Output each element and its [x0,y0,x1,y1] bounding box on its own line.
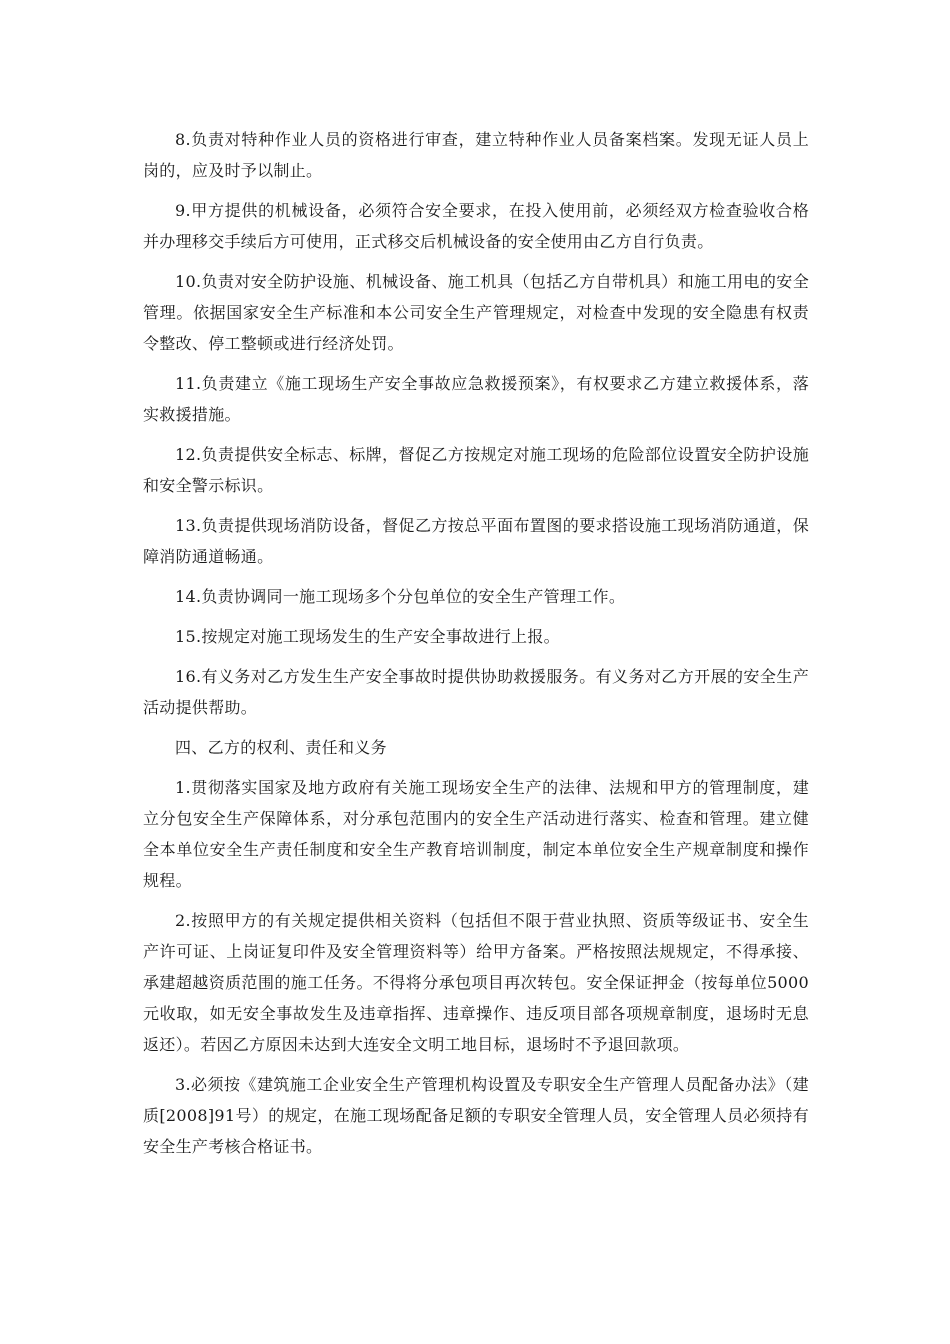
paragraph-11: 11.负责建立《施工现场生产安全事故应急救援预案》，有权要求乙方建立救援体系，落实救援措施。 [143,374,809,424]
paragraph-14: 14.负责协调同一施工现场多个分包单位的安全生产管理工作。 [175,587,626,606]
paragraph-10: 10.负责对安全防护设施、机械设备、施工机具（包括乙方自带机具）和施工用电的安全管理。依据国家安全生产标准和本公司安全生产管理规定，对检查中发现的安全隐患有权责令整改、停工整顿或进行经济处罚。 [143,272,809,353]
paragraph-b2: 2.按照甲方的有关规定提供相关资料（包括但不限于营业执照、资质等级证书、安全生产许可证、上岗证复印件及安全管理资料等）给甲方备案。严格按照法规规定，不得承接、承建超越资质范围的施工任务。不得将分承包项目再次转包。安全保证押金（按每单位5000元收取，如无安全事故发生及违章指挥、违章操作、违反项目部各项规章制度，退场时无息返还）。若因乙方原因未达到大连安全文明工地目标，退场时不予退回款项。 [143,911,809,1054]
section-heading: 四、乙方的权利、责任和义务 [175,738,387,757]
paragraph-12: 12.负责提供安全标志、标牌，督促乙方按规定对施工现场的危险部位设置安全防护设施和安全警示标识。 [143,445,809,495]
paragraph-16: 16.有义务对乙方发生生产安全事故时提供协助救援服务。有义务对乙方开展的安全生产活动提供帮助。 [143,667,809,717]
paragraph-9: 9.甲方提供的机械设备，必须符合安全要求，在投入使用前，必须经双方检查验收合格并办理移交手续后方可使用，正式移交后机械设备的安全使用由乙方自行负责。 [143,201,809,251]
paragraph-b3: 3.必须按《建筑施工企业安全生产管理机构设置及专职安全生产管理人员配备办法》（建质[2008]91号）的规定，在施工现场配备足额的专职安全管理人员，安全管理人员必须持有安全生产考核合格证书。 [143,1075,809,1156]
paragraph-8: 8.负责对特种作业人员的资格进行审查，建立特种作业人员备案档案。发现无证人员上岗的，应及时予以制止。 [143,130,809,180]
document-page [143,124,809,1171]
paragraph-13: 13.负责提供现场消防设备，督促乙方按总平面布置图的要求搭设施工现场消防通道，保障消防通道畅通。 [143,516,809,566]
paragraph-b1: 1.贯彻落实国家及地方政府有关施工现场安全生产的法律、法规和甲方的管理制度，建立分包安全生产保障体系，对分承包范围内的安全生产活动进行落实、检查和管理。建立健全本单位安全生产责任制度和安全生产教育培训制度，制定本单位安全生产规章制度和操作规程。 [143,778,809,890]
paragraph-15: 15.按规定对施工现场发生的生产安全事故进行上报。 [175,627,560,646]
